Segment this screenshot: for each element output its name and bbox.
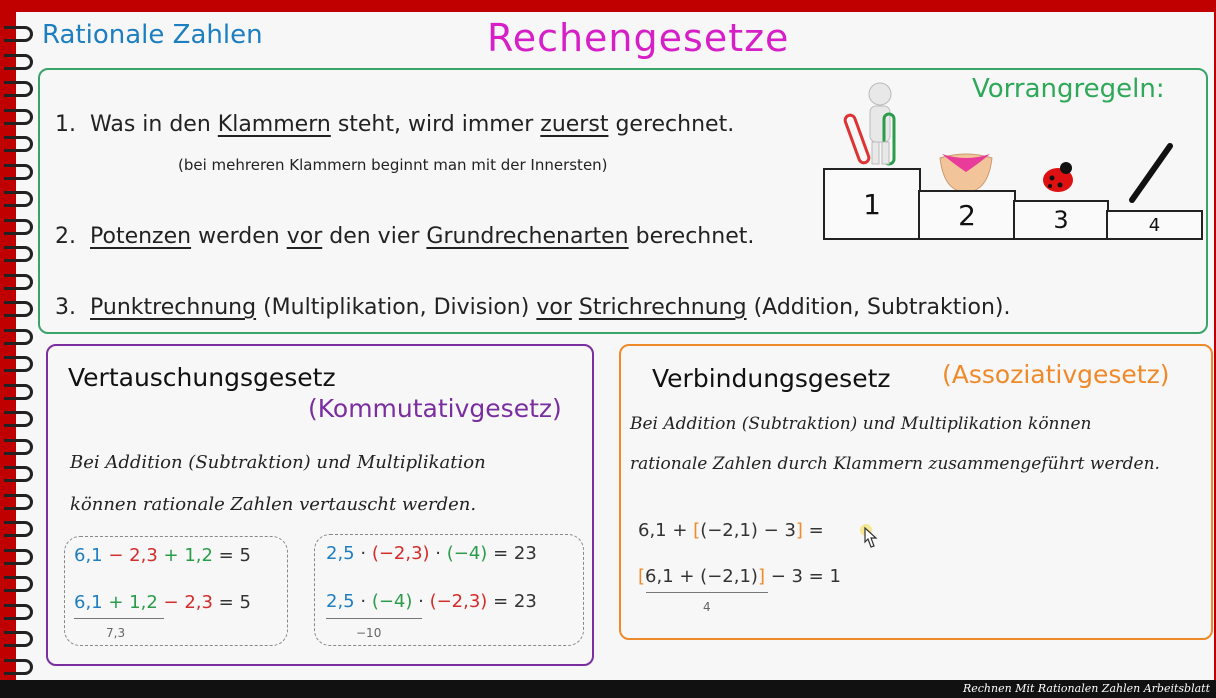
subject-label: Rationale Zahlen: [42, 20, 263, 50]
operator: ·: [412, 591, 430, 612]
binding-ring: [4, 384, 33, 400]
binding-ring: [4, 136, 33, 152]
dash-stroke-icon: [1124, 140, 1176, 206]
binding-ring: [4, 466, 33, 482]
binding-ring: [4, 494, 33, 510]
rule-1-note: (bei mehreren Klammern beginnt man mit der Innersten): [178, 156, 608, 174]
rule-1: [55, 112, 734, 137]
equation: [74, 592, 251, 613]
rule-text: werden: [198, 224, 280, 249]
rule-keyword: Potenzen: [90, 224, 192, 249]
binding-ring: [4, 274, 33, 290]
binding-ring: [4, 356, 33, 372]
rule-text: den vier: [329, 224, 420, 249]
term: 6,1 + (−2,1): [645, 566, 758, 587]
term: + 1,2: [102, 592, 158, 613]
binding-ring: [4, 246, 33, 262]
equation: [638, 566, 841, 587]
result: = 5: [212, 545, 251, 566]
equation: [638, 520, 824, 541]
brace-mark: [326, 614, 422, 619]
commutative-text-line-1: Bei Addition (Subtraktion) und Multiplikation: [70, 452, 486, 473]
result: − 3 = 1: [764, 566, 841, 587]
commutative-title: Vertauschungsgesetz: [68, 363, 336, 392]
binding-ring: [4, 549, 33, 565]
bracket: [: [693, 520, 701, 541]
operator: ·: [429, 543, 447, 564]
rule-text: steht, wird immer: [337, 112, 534, 137]
cursor-hand-icon: [858, 522, 882, 552]
binding-ring: [4, 301, 33, 317]
rule-keyword: Strichrechnung: [578, 295, 747, 320]
binding-ring: [4, 219, 33, 235]
binding-ring: [4, 81, 33, 97]
binding-ring: [4, 411, 33, 427]
commutative-subtitle: (Kommutativgesetz): [308, 394, 562, 423]
commutative-text-line-2: können rationale Zahlen vertauscht werden.: [70, 494, 477, 515]
binding-ring: [4, 631, 33, 647]
operator: ·: [354, 591, 372, 612]
rule-text: Was in den: [90, 112, 211, 137]
rule-text: (Addition, Subtraktion).: [753, 295, 1011, 320]
brace-mark: [646, 588, 768, 593]
binding-ring: [4, 604, 33, 620]
rule-text: gerechnet.: [615, 112, 735, 137]
rule-text: berechnet.: [635, 224, 755, 249]
binding-ring: [4, 54, 33, 70]
brace-mark: [74, 614, 164, 619]
binding-ring: [4, 109, 33, 125]
rule-text: (Multiplikation, Division): [263, 295, 530, 320]
rule-number: 2.: [55, 224, 76, 249]
term: − 2,3: [102, 545, 158, 566]
page-title: Rechengesetze: [487, 16, 790, 60]
bracket: [: [638, 566, 646, 587]
rule-2: [55, 224, 754, 249]
operator: ·: [354, 543, 372, 564]
term: (−4): [446, 543, 488, 564]
podium-step-3: 3: [1013, 200, 1109, 240]
binding-ring: [4, 164, 33, 180]
binding-ring: [4, 576, 33, 592]
binding-ring: [4, 26, 33, 42]
term: 2,5: [326, 543, 355, 564]
figure-with-paperclips-icon: [840, 80, 910, 172]
term: (−2,3): [429, 591, 488, 612]
associative-text-line-1: Bei Addition (Subtraktion) und Multiplikation können: [630, 414, 1092, 434]
rule-keyword: Klammern: [217, 112, 331, 137]
associative-title: Verbindungsgesetz: [652, 364, 891, 393]
ladybug-icon: [1040, 160, 1076, 194]
underwear-icon: [938, 150, 994, 194]
footer-caption: Rechnen Mit Rationalen Zahlen Arbeitsblatt: [962, 682, 1210, 695]
rule-number: 3.: [55, 295, 76, 320]
binding-ring: [4, 191, 33, 207]
term: 6,1: [74, 592, 103, 613]
rule-number: 1.: [55, 112, 76, 137]
rule-keyword: vor: [536, 295, 572, 320]
associative-subtitle: (Assoziativgesetz): [942, 360, 1170, 389]
binding-ring: [4, 659, 33, 675]
term: (−2,3): [371, 543, 430, 564]
term: 2,5: [326, 591, 355, 612]
podium-step-1: 1: [823, 168, 921, 240]
equation: [326, 543, 537, 564]
brace-hint: −10: [356, 626, 382, 640]
result: = 23: [487, 543, 537, 564]
term: − 2,3: [157, 592, 213, 613]
rule-keyword: vor: [286, 224, 323, 249]
equation: [74, 545, 251, 566]
binding-ring: [4, 329, 33, 345]
term: (−2,1) − 3: [700, 520, 796, 541]
equation: [326, 591, 537, 612]
term: + 1,2: [157, 545, 213, 566]
term: 6,1 +: [638, 520, 694, 541]
rule-keyword: Grundrechenarten: [426, 224, 629, 249]
rule-keyword: Punktrechnung: [90, 295, 257, 320]
bracket: ]: [795, 520, 803, 541]
rule-3: [55, 295, 1011, 320]
rule-keyword: zuerst: [540, 112, 609, 137]
podium-step-2: 2: [918, 190, 1016, 240]
precedence-heading: Vorrangregeln:: [972, 74, 1165, 104]
result: = 5: [212, 592, 251, 613]
brace-hint: 7,3: [106, 626, 126, 640]
term: (−4): [371, 591, 413, 612]
podium-step-4: 4: [1106, 210, 1203, 240]
bracket: ]: [757, 566, 765, 587]
brace-hint: 4: [703, 600, 711, 614]
term: 6,1: [74, 545, 103, 566]
associative-text-line-2: rationale Zahlen durch Klammern zusammengeführt werden.: [630, 454, 1160, 474]
binding-ring: [4, 521, 33, 537]
operator: =: [802, 520, 824, 541]
spiral-binding: [0, 12, 36, 682]
result: = 23: [487, 591, 537, 612]
binding-ring: [4, 439, 33, 455]
